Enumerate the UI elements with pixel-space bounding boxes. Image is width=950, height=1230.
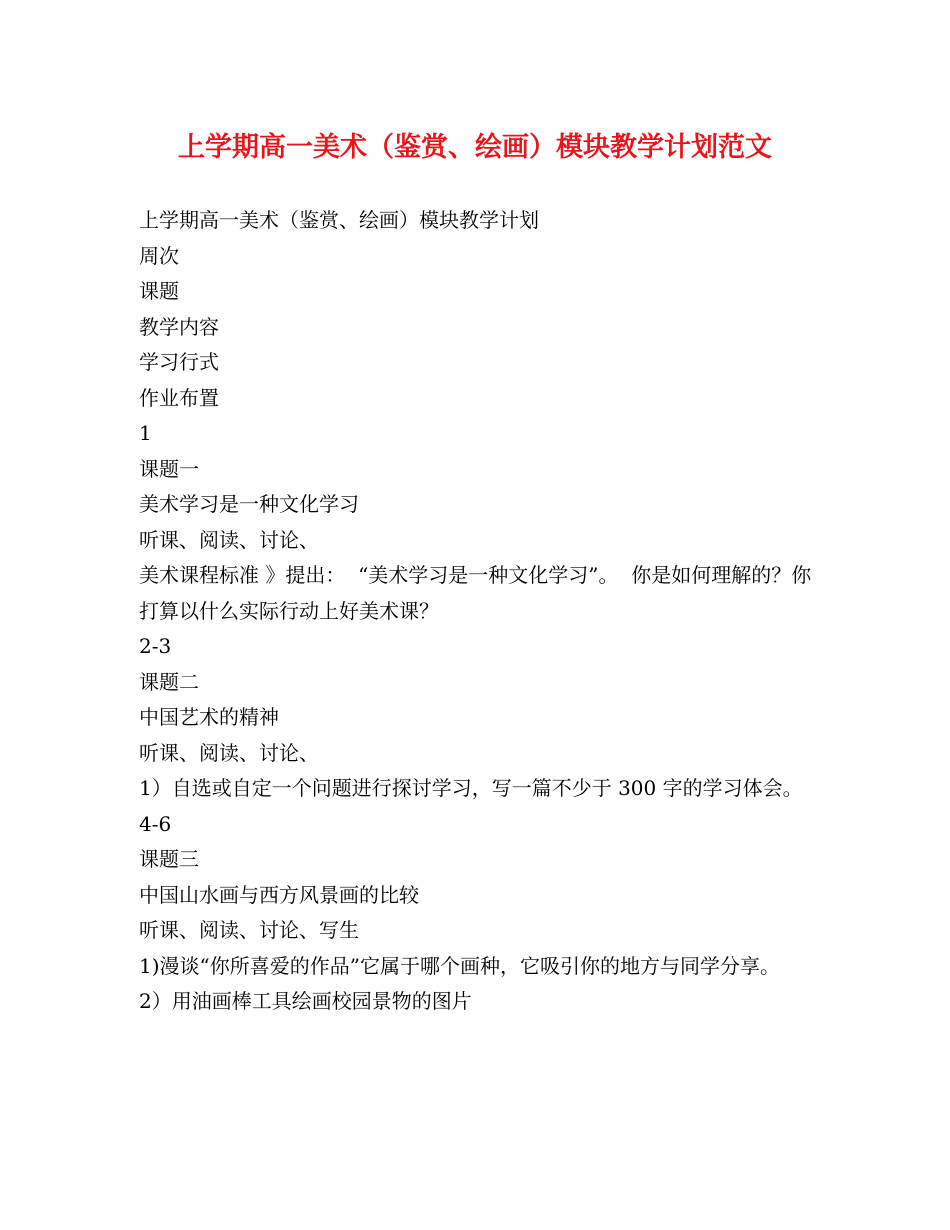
paragraph-format-header: 学习行式 [139, 350, 219, 374]
paragraph-content-3: 中国山水画与西方风景画的比较 [139, 882, 419, 907]
document-title: 上学期高一美术（鉴赏、绘画）模块教学计划范文 [178, 132, 772, 163]
paragraph-homework-1: 美术课程标准 》提出： “美术学习是一种文化学习”。 你是如何理解的？你打算以什么实际行动上好美术课？ [139, 563, 812, 623]
paragraph-week-1: 1 [139, 421, 152, 445]
paragraph-topic-1: 课题一 [139, 456, 199, 481]
paragraph-content-2: 中国艺术的精神 [139, 705, 279, 729]
paragraph-topic-2: 课题二 [139, 669, 199, 694]
paragraph-week-4-6: 4-6 [139, 811, 172, 836]
paragraph-content-header: 教学内容 [139, 314, 219, 339]
paragraph-topic-3: 课题三 [139, 847, 199, 871]
paragraph-topic-header: 课题 [139, 279, 179, 303]
paragraph-week-header: 周次 [139, 243, 179, 268]
paragraph-week-2-3: 2-3 [139, 634, 172, 658]
paragraph-homework-3a: 1)漫谈“你所喜爱的作品”它属于哪个画种，它吸引你的地方与同学分享。 [139, 953, 780, 978]
document-body [139, 203, 819, 1020]
paragraph-format-3: 听课、阅读、讨论、写生 [139, 918, 359, 942]
paragraph-homework-header: 作业布置 [139, 385, 219, 410]
paragraph-homework-3b: 2）用油画棒工具绘画校园景物的图片 [139, 989, 472, 1013]
paragraph-content-1: 美术学习是一种文化学习 [139, 492, 359, 516]
paragraph-format-1: 听课、阅读、讨论、 [139, 527, 319, 552]
paragraph-homework-2: 1）自选或自定一个问题进行探讨学习，写一篇不少于 300 字的学习体会。 [139, 776, 803, 800]
paragraph-format-2: 听课、阅读、讨论、 [139, 740, 319, 765]
paragraph-subtitle: 上学期高一美术（鉴赏、绘画）模块教学计划 [139, 208, 539, 232]
